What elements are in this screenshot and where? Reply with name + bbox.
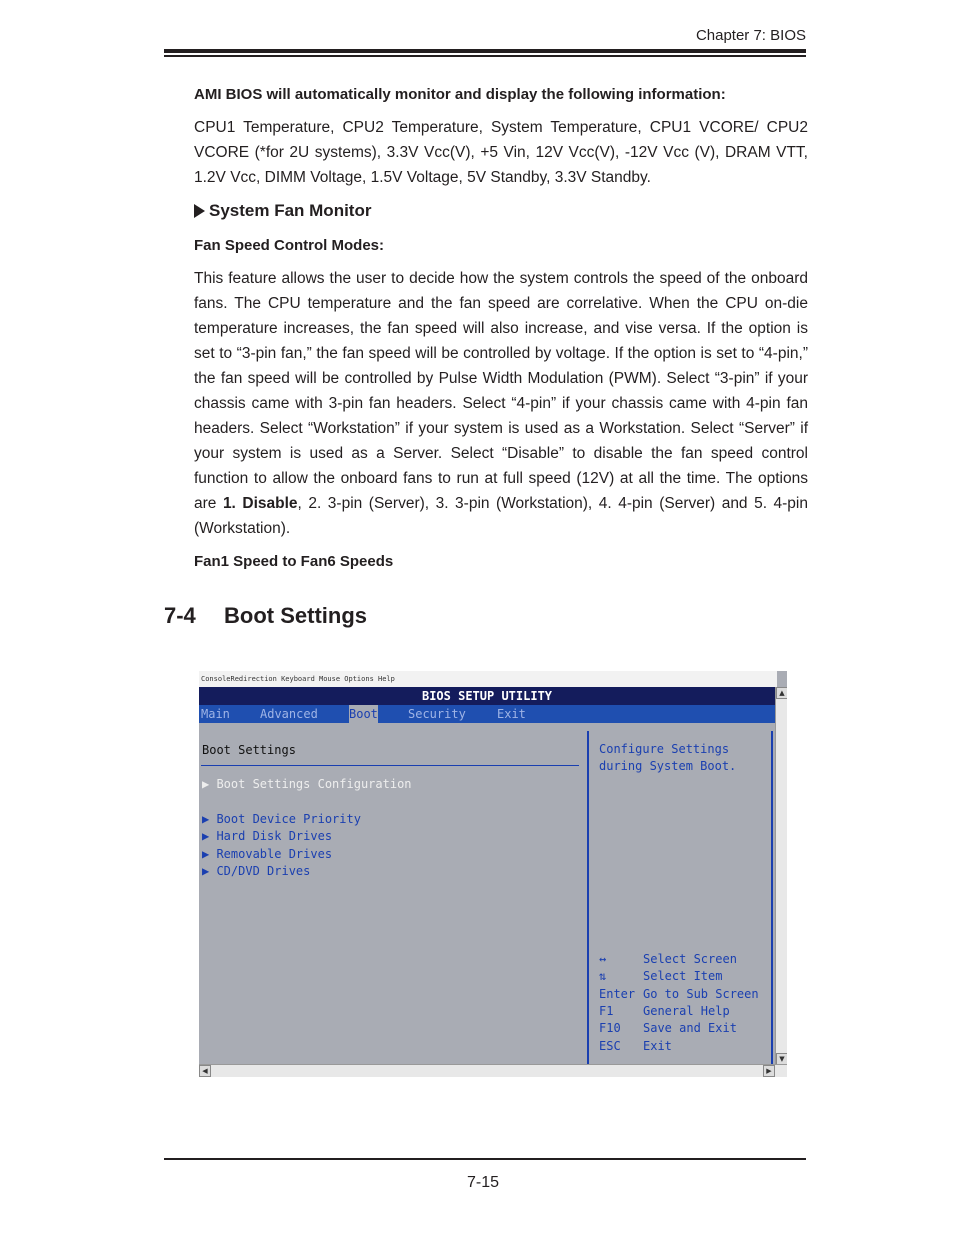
page-number-text: 7-15	[466, 1174, 500, 1191]
section-title-text: Boot Settings	[224, 603, 367, 628]
key-select-screen-desc: Select Screen	[643, 952, 737, 966]
key-select-item: ⇅	[599, 969, 607, 983]
chapter-header: Chapter 7: BIOS	[695, 27, 806, 44]
help-text-line2: during System Boot.	[599, 759, 737, 773]
key-esc: ESC	[599, 1039, 621, 1053]
window-caption: ConsoleRedirection Keyboard Mouse Options Help	[199, 671, 777, 687]
triangle-bullet-icon	[194, 204, 205, 218]
section-title	[164, 603, 367, 629]
horizontal-scrollbar[interactable]	[199, 1064, 787, 1077]
body-content	[194, 82, 808, 582]
vertical-scrollbar[interactable]	[775, 687, 787, 1065]
option-boot-device-priority[interactable]: ▶ Boot Device Priority	[202, 812, 361, 826]
menu-security[interactable]: Security	[408, 707, 466, 721]
key-f10: F10	[599, 1021, 621, 1035]
fan-modes-paragraph	[194, 266, 808, 541]
option-boot-settings-configuration[interactable]: ▶ Boot Settings Configuration	[202, 777, 412, 791]
scroll-down-icon[interactable]: ▼	[776, 1053, 787, 1065]
footer-rule	[164, 1158, 806, 1160]
fan-monitor-heading	[194, 198, 808, 223]
bios-menubar	[199, 705, 775, 723]
section-number: 7-4	[164, 603, 196, 628]
page-number	[0, 1174, 954, 1192]
bios-screenshot	[199, 671, 787, 1077]
header-rule-thin	[164, 55, 806, 57]
intro-lead: AMI BIOS will automatically monitor and display the following information:	[194, 86, 726, 103]
boot-settings-rule	[201, 765, 579, 766]
option-hard-disk-drives[interactable]: ▶ Hard Disk Drives	[202, 829, 333, 843]
fan-modes-default: 1. Disable	[222, 495, 298, 512]
panel-divider	[587, 731, 589, 1065]
fan-speeds-heading: Fan1 Speed to Fan6 Speeds	[194, 553, 394, 570]
key-enter-desc: Go to Sub Screen	[643, 987, 759, 1001]
key-select-screen: ↔	[599, 952, 607, 966]
fan-monitor-heading-text: System Fan Monitor	[209, 201, 372, 220]
key-f1-desc: General Help	[643, 1004, 730, 1018]
option-cd-dvd-drives[interactable]: ▶ CD/DVD Drives	[202, 864, 311, 878]
boot-settings-title: Boot Settings	[202, 743, 296, 757]
fan-modes-heading: Fan Speed Control Modes:	[194, 237, 385, 254]
intro-paragraph: CPU1 Temperature, CPU2 Temperature, System Temperature, CPU1 VCORE/ CPU2 VCORE (*for 2U systems), 3.3V Vcc(V), +5 Vin, 12V Vcc(V), -12V Vcc (V), DRAM VTT, 1.2V Vcc, DIMM Voltage, 1.5V Voltage, 5V Standby, 3.3V Standby.	[194, 119, 808, 186]
header-rule-thick	[164, 49, 806, 53]
panel-right-border	[771, 731, 773, 1065]
key-enter: Enter	[599, 987, 636, 1001]
bios-title: BIOS SETUP UTILITY	[199, 687, 775, 705]
key-f1: F1	[599, 1004, 614, 1018]
option-removable-drives[interactable]: ▶ Removable Drives	[202, 847, 333, 861]
key-esc-desc: Exit	[643, 1039, 672, 1053]
fan-modes-text-a: This feature allows the user to decide how the system controls the speed of the onboard fans. The CPU temperature and the fan speed are correlative. When the CPU on-die temperature increases, the fan speed will also increase, and vise versa. If the option is set to “3-pin fan,” the fan speed will be controlled by voltage. If the option is set to “4-pin,” the fan speed will be controlled by Pulse Width Modulation (PWM). Select “3-pin” if your chassis came with 3-pin fan headers. Select “4-pin” if your chassis came with 4-pin fan headers. Select “Workstation” if your system is used as a Workstation. Select “Server” if your system is used as a Server. Select “Disable” to disable the fan speed control function to allow the onboard fans to run at full speed (12V) at all the time. The options are	[194, 270, 808, 512]
scroll-right-icon[interactable]: ▶	[763, 1065, 775, 1077]
fan-modes-text-b: , 2. 3-pin (Server), 3. 3-pin (Workstation), 4. 4-pin (Server) and 5. 4-pin (Workstation).	[194, 495, 808, 537]
scroll-left-icon[interactable]: ◀	[199, 1065, 211, 1077]
help-text-line1: Configure Settings	[599, 742, 730, 756]
key-select-item-desc: Select Item	[643, 969, 723, 983]
key-f10-desc: Save and Exit	[643, 1021, 737, 1035]
menu-boot[interactable]: Boot	[349, 707, 378, 721]
scroll-up-icon[interactable]: ▲	[776, 687, 787, 699]
menu-advanced[interactable]: Advanced	[260, 707, 318, 721]
menu-main[interactable]: Main	[201, 707, 230, 721]
menu-exit[interactable]: Exit	[497, 707, 526, 721]
